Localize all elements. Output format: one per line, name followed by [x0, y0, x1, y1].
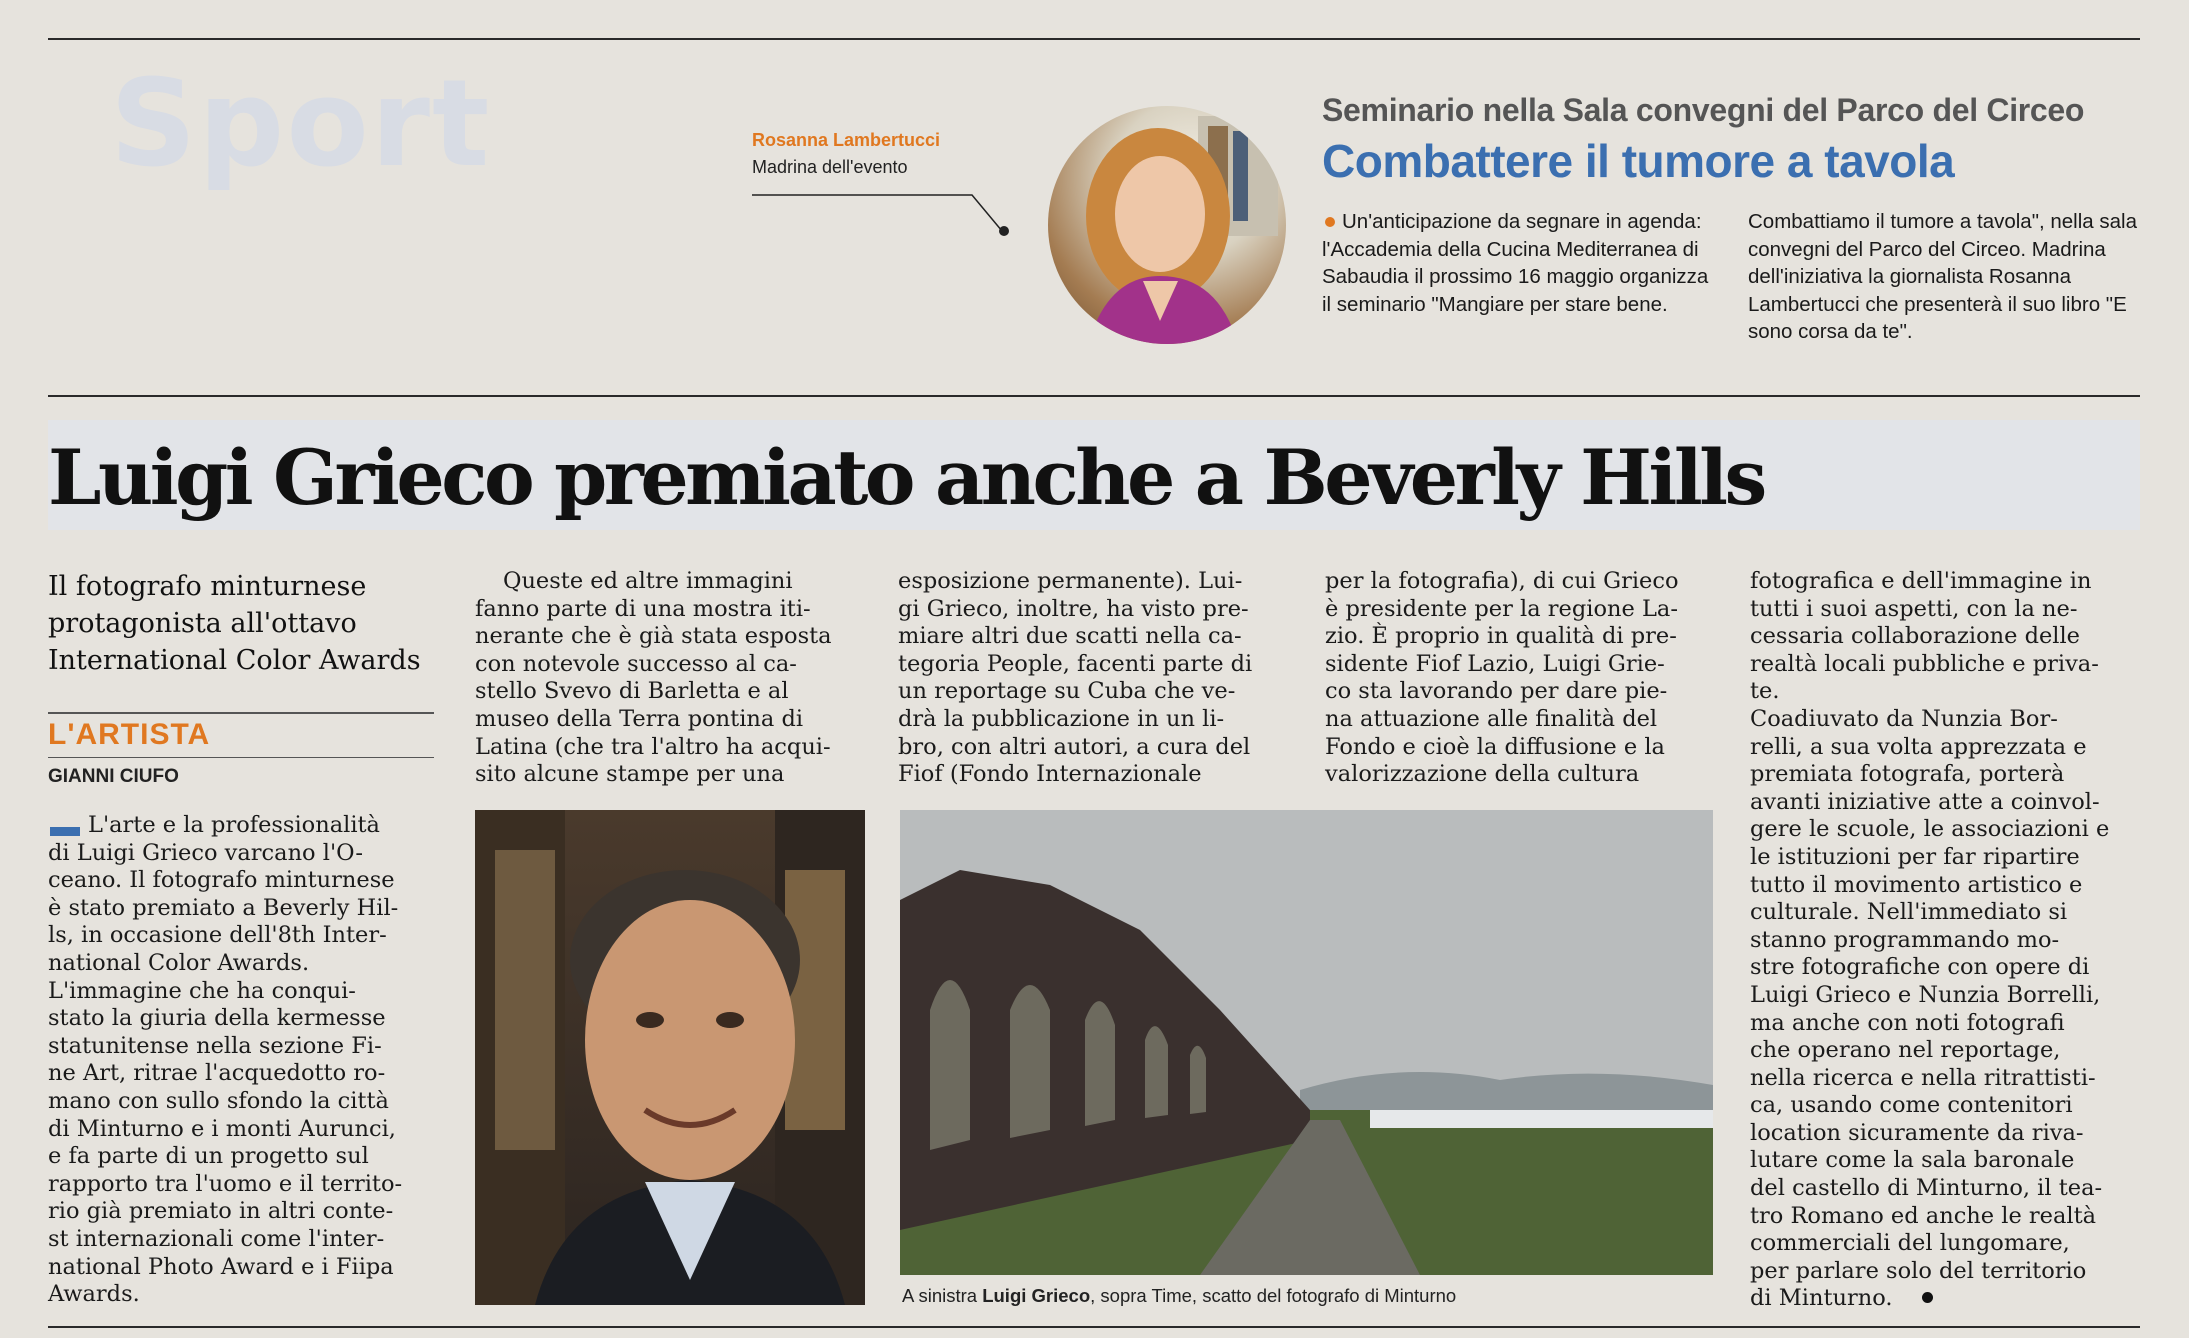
- caption-name: Luigi Grieco: [982, 1285, 1091, 1306]
- aqueduct-illustration: [900, 810, 1713, 1275]
- portrait-photo-lambertucci: [1048, 106, 1286, 344]
- top-rule: [48, 38, 2140, 40]
- main-col5-text: fotografica e dell'immagine in tutti i suoi aspetti, con la ne- cessaria collaborazione delle realtà locali pubbliche e priva- te. Coadiuvato da Nunzia Bor- relli, a sua volta apprezzata e premiata fotografa, porterà avanti iniziative atte a coinvol- gere le scuole, le associazioni e le istituzioni per far ripartire tutto il movimento artistico e culturale. Nell'immediato si stanno programmando mo- stre fotografiche con opere di Luigi Grieco e Nunzia Borrelli, ma anche con noti fotografi che operano nel reportage, nella ricerca e nella ritrattisti- ca, usando come contenitori location sicuramente da riva- lutare come la sala baronale del castello di Minturno, il tea- tro Romano ed anche le realtà commerciali del lungomare, per parlare solo del territorio di Minturno.: [1750, 568, 2110, 1312]
- main-col1-text: L'arte e la professionalità di Luigi Grieco varcano l'O- ceano. Il fotografo minturnese è stato premiato a Beverly Hil- ls, in occasione dell'8th Inter- national Color Awards. L'immagine che ha conqui- stato la giuria della kermesse statunitense nella sezione Fi- ne Art, ritrae l'acquedotto ro- mano con sullo sfondo la città di Minturno e i monti Aurunci, e fa parte di un progetto sul rapporto tra l'uomo e il territo- rio già premiato in altri conte- st internazionali come l'inter- national Photo Award e i Fiipa Awards.: [48, 812, 403, 1308]
- caption-suffix: , sopra Time, scatto del fotografo di Minturno: [1090, 1285, 1457, 1306]
- top-col2-text: Combattiamo il tumore a tavola", nella sala convegni del Parco del Circeo. Madrina dell'iniziativa la giornalista Rosanna Lambertucci che presenterà il suo libro "E sono corsa da te".: [1748, 210, 2137, 343]
- subhead: Il fotografo minturnese protagonista all'ottavo International Color Awards: [48, 571, 421, 676]
- bottom-rule: [48, 1326, 2140, 1328]
- grieco-illustration: [475, 810, 865, 1305]
- top-col1-text: Un'anticipazione da segnare in agenda: l'Accademia della Cucina Mediterranea di Sabaudia il prossimo 16 maggio organizza il seminario "Mangiare per stare bene.: [1322, 210, 1709, 316]
- middle-rule: [48, 395, 2140, 397]
- photo-caption: [902, 1285, 1456, 1307]
- person-name: Rosanna Lambertucci: [752, 130, 941, 150]
- rubric-rule-top: [48, 712, 434, 714]
- portrait-illustration: [1048, 106, 1286, 344]
- top-kicker: Seminario nella Sala convegni del Parco del Circeo: [1322, 92, 2085, 128]
- aqueduct-photo: [900, 810, 1713, 1275]
- end-mark-icon: [1922, 1292, 1933, 1303]
- section-ghost-label: Sport: [110, 55, 492, 194]
- byline: GIANNI CIUFO: [48, 766, 179, 787]
- person-role: Madrina dell'evento: [752, 157, 908, 177]
- top-headline: Combattere il tumore a tavola: [1322, 135, 1955, 187]
- main-col3-text: esposizione permanente). Lui- gi Grieco, inoltre, ha visto pre- miare altri due scatti nella ca- tegoria People, facenti parte di un reportage su Cuba che ve- drà la pubblicazione in un li- bro, con altri autori, a cura del Fiof (Fondo Internazionale: [898, 568, 1253, 788]
- rubric-rule-bottom: [48, 757, 434, 758]
- main-headline: Luigi Grieco premiato anche a Beverly Hills: [48, 433, 1764, 522]
- rubric-label: L'ARTISTA: [48, 718, 211, 751]
- caption-prefix: A sinistra: [902, 1285, 983, 1306]
- main-col4-text: per la fotografia), di cui Grieco è presidente per la regione La- zio. È proprio in qualità di pre- sidente Fiof Lazio, Luigi Grie- co sta lavorando per dare pie- na attuazione alle finalità del Fondo e cioè la diffusione e la valorizzazione della cultura: [1325, 568, 1679, 788]
- portrait-photo-grieco: [475, 810, 865, 1305]
- pointer-line: [752, 186, 1014, 236]
- main-col2-text: Queste ed altre immagini fanno parte di una mostra iti- nerante che è già stata esposta con notevole successo al ca- stello Svevo di Barletta e al museo della Terra pontina di Latina (che tra l'altro ha acqui- sito alcune stampe per una: [475, 568, 832, 788]
